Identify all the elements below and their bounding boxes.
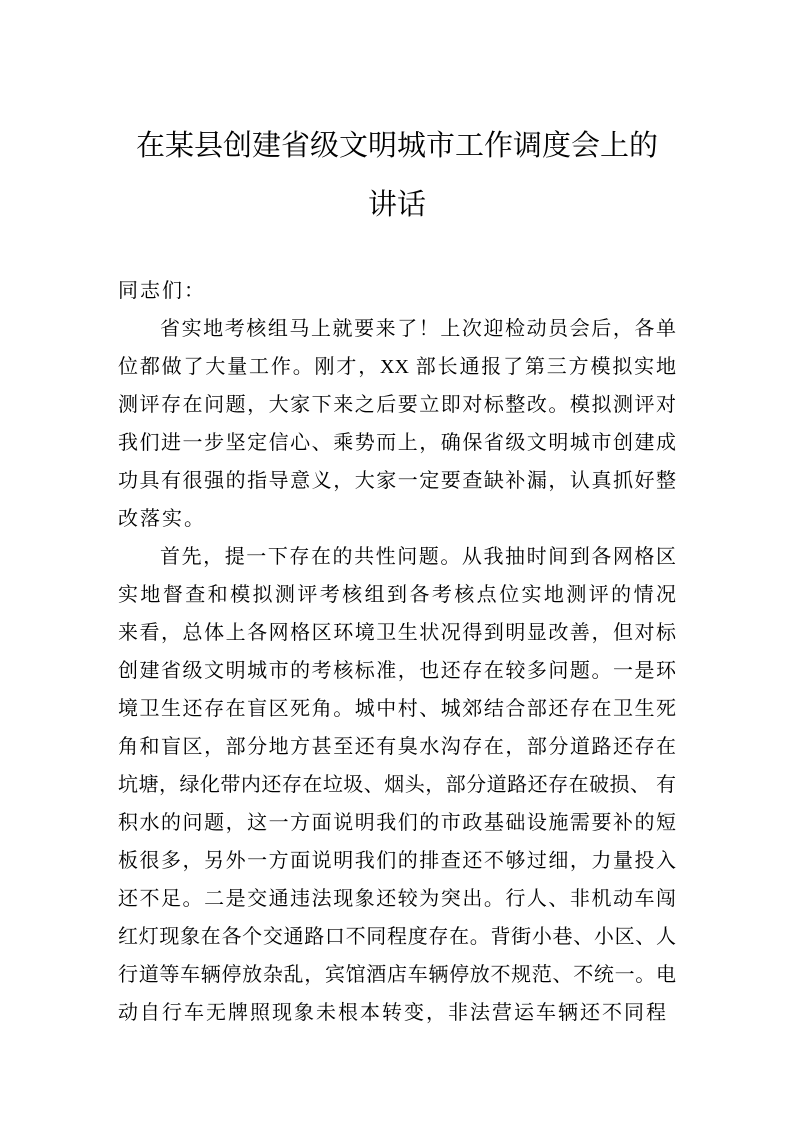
body-line: 行道等车辆停放杂乱，宾馆酒店车辆停放不规范、不统一。电 xyxy=(118,964,676,986)
title-line-2: 讲话 xyxy=(367,189,426,221)
body-line: 功具有很强的指导意义，大家一定要查缺补漏，认真抓好整 xyxy=(118,470,676,492)
document-body xyxy=(118,272,676,1032)
body-line: 来看，总体上各网格区环境卫生状况得到明显改善，但对标 xyxy=(118,622,676,644)
document-title xyxy=(118,117,676,235)
title-line-1: 在某县创建省级文明城市工作调度会上的 xyxy=(135,130,658,162)
body-line: 首先，提一下存在的共性问题。从我抽时间到各网格区 xyxy=(160,546,676,568)
body-line: 板很多，另外一方面说明我们的排查还不够过细，力量投入 xyxy=(118,850,676,872)
body-line: 位都做了大量工作。刚才，XX 部长通报了第三方模拟实地 xyxy=(118,356,676,378)
body-line: 创建省级文明城市的考核标准，也还存在较多问题。一是环 xyxy=(118,660,676,682)
body-line: 坑塘，绿化带内还存在垃圾、烟头，部分道路还存在破损、 有 xyxy=(118,774,676,796)
body-line: 改落实。 xyxy=(118,508,206,530)
body-line: 还不足。二是交通违法现象还较为突出。行人、非机动车闯 xyxy=(118,888,676,910)
body-line: 境卫生还存在盲区死角。城中村、城郊结合部还存在卫生死 xyxy=(118,698,676,720)
body-line: 我们进一步坚定信心、乘势而上，确保省级文明城市创建成 xyxy=(118,432,676,454)
body-line: 动自行车无牌照现象未根本转变，非法营运车辆还不同程 xyxy=(118,1002,668,1024)
body-line: 角和盲区，部分地方甚至还有臭水沟存在，部分道路还存在 xyxy=(118,736,676,758)
body-line-salutation: 同志们： xyxy=(118,280,206,302)
body-line: 省实地考核组马上就要来了！上次迎检动员会后，各单 xyxy=(160,318,676,340)
body-line: 测评存在问题，大家下来之后要立即对标整改。模拟测评对 xyxy=(118,394,676,416)
body-line: 积水的问题，这一方面说明我们的市政基础设施需要补的短 xyxy=(118,812,676,834)
body-line: 实地督查和模拟测评考核组到各考核点位实地测评的情况 xyxy=(118,584,676,606)
body-line: 红灯现象在各个交通路口不同程度存在。背街小巷、小区、人 xyxy=(118,926,676,948)
